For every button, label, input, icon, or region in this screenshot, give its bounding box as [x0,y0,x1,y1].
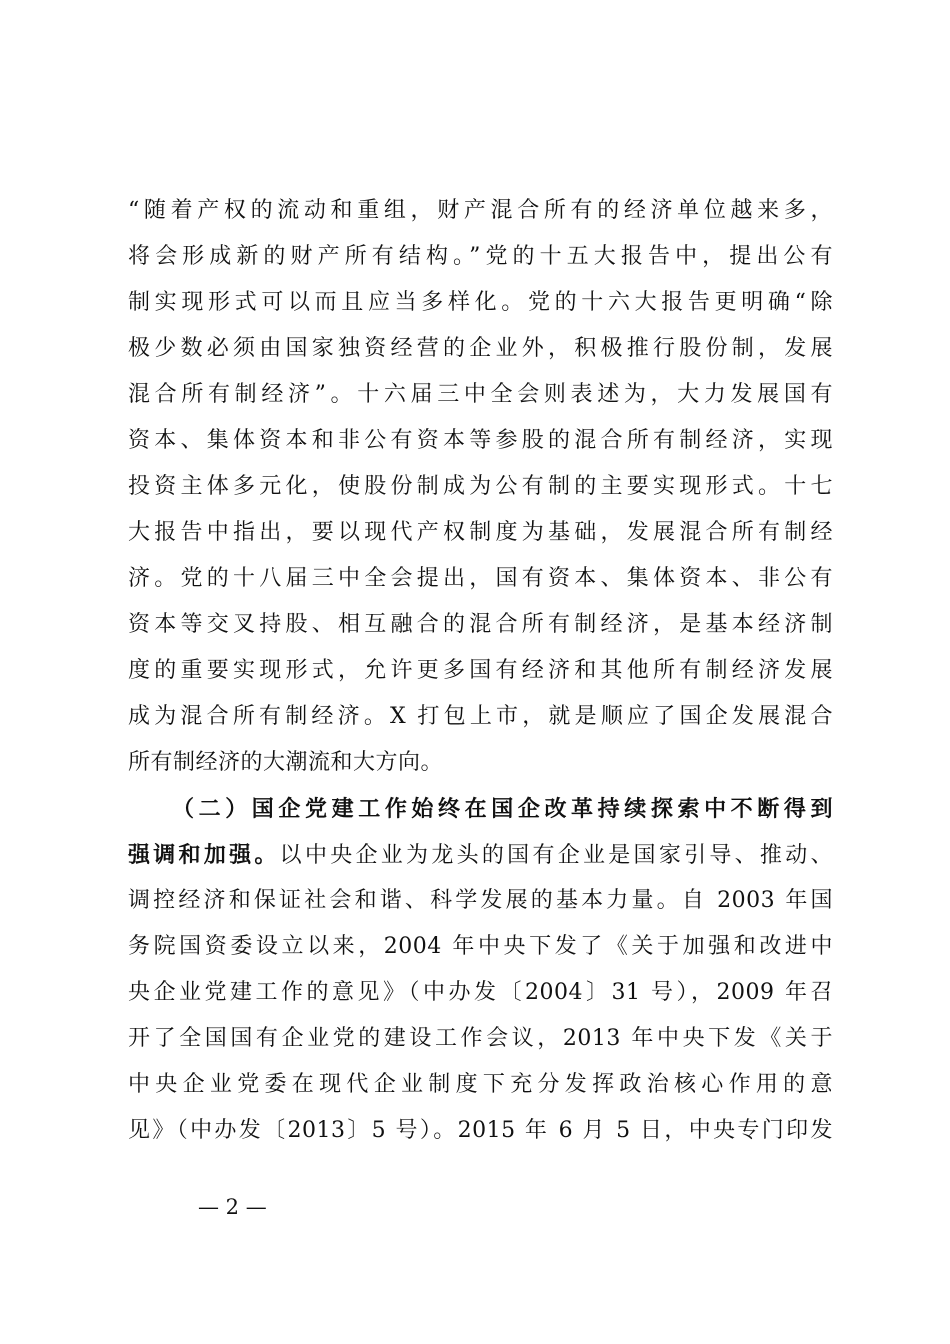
paragraph-2-line-4: 务院国资委设立以来，2004 年中央下发了《关于加强和改进中 [128,934,833,959]
paragraph-1-line-2: 将会形成新的财产所有结构。”党的十五大报告中，提出公有 [128,244,833,269]
paragraph-1-line-11: 度的重要实现形式，允许更多国有经济和其他所有制经济发展 [128,658,833,683]
paragraph-2-line-7: 中央企业党委在现代企业制度下充分发挥政治核心作用的意 [128,1072,833,1097]
paragraph-1-line-5: 混合所有制经济”。十六届三中全会则表述为，大力发展国有 [128,382,833,407]
paragraph-1-line-12: 成为混合所有制经济。X 打包上市，就是顺应了国企发展混合 [128,704,833,729]
paragraph-1-line-6: 资本、集体资本和非公有资本等参股的混合所有制经济，实现 [128,428,833,453]
paragraph-1-line-13: 所有制经济的大潮流和大方向。 [128,750,444,775]
body-text [128,188,833,1154]
paragraph-2-line-3: 调控经济和保证社会和谐、科学发展的基本力量。自 2003 年国 [128,888,833,913]
paragraph-2-line-8: 见》（中办发〔2013〕5 号）。2015 年 6 月 5 日，中央专门印发 [128,1118,833,1143]
paragraph-2-line-2 [128,832,833,878]
page-number: — 2 — [198,1195,267,1219]
paragraph-1-line-7: 投资主体多元化，使股份制成为公有制的主要实现形式。十七 [128,474,833,499]
section-heading-line-1: （二）国企党建工作始终在国企改革持续探索中不断得到 [172,796,833,822]
paragraph-1-line-9: 济。党的十八届三中全会提出，国有资本、集体资本、非公有 [128,566,833,591]
paragraph-1-line-8: 大报告中指出，要以现代产权制度为基础，发展混合所有制经 [128,520,833,545]
paragraph-2-line-5: 央企业党建工作的意见》（中办发〔2004〕31 号），2009 年召 [128,980,833,1005]
paragraph-1-line-3: 制实现形式可以而且应当多样化。党的十六大报告更明确“除 [128,290,833,315]
paragraph-1-line-4: 极少数必须由国家独资经营的企业外，积极推行股份制，发展 [128,336,833,361]
paragraph-1-line-10: 资本等交叉持股、相互融合的混合所有制经济，是基本经济制 [128,612,833,637]
section-heading-line-2: 强调和加强。 [128,842,280,868]
paragraph-1-line-1: “随着产权的流动和重组，财产混合所有的经济单位越来多， [128,198,833,223]
paragraph-2-line-6: 开了全国国有企业党的建设工作会议，2013 年中央下发《关于 [128,1026,833,1051]
paragraph-2-line-2-rest: 以中央企业为龙头的国有企业是国家引导、推动、 [279,843,833,868]
